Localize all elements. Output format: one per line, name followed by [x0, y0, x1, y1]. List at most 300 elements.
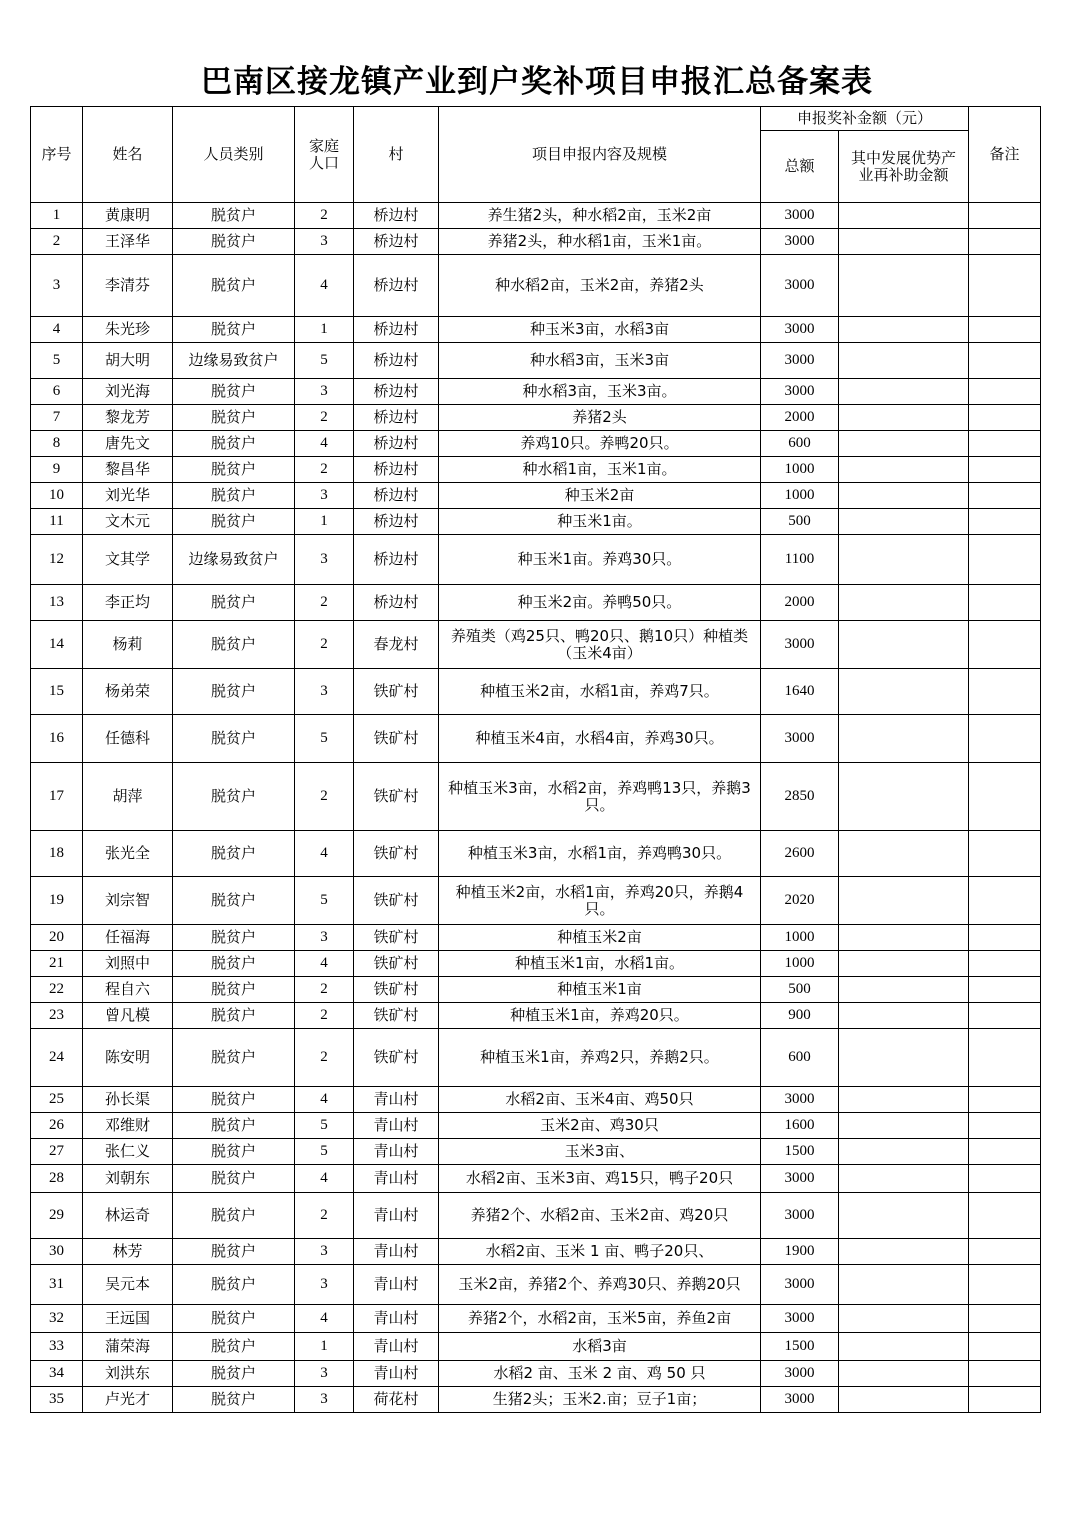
- row-project: 种植玉米2亩: [439, 925, 761, 951]
- header-category: 人员类别: [173, 107, 295, 203]
- table-row: [31, 1003, 1041, 1029]
- row-note: [969, 1333, 1041, 1361]
- row-family: 2: [295, 1003, 354, 1029]
- row-family: 3: [295, 1361, 354, 1387]
- row-family: 3: [295, 1239, 354, 1265]
- row-note: [969, 405, 1041, 431]
- table-row: [31, 1333, 1041, 1361]
- row-family: 2: [295, 1029, 354, 1087]
- row-project: 种植玉米3亩，水稻1亩，养鸡鸭30只。: [439, 831, 761, 877]
- row-name: 陈安明: [83, 1029, 173, 1087]
- row-note: [969, 763, 1041, 831]
- row-category: 脱贫户: [173, 1265, 295, 1305]
- table-row: [31, 951, 1041, 977]
- row-project: 种植玉米1亩，水稻1亩。: [439, 951, 761, 977]
- row-note: [969, 1029, 1041, 1087]
- row-family: 2: [295, 763, 354, 831]
- row-category: 边缘易致贫户: [173, 535, 295, 585]
- row-total: 3000: [761, 1087, 839, 1113]
- row-total: 2000: [761, 585, 839, 621]
- row-family: 5: [295, 1113, 354, 1139]
- row-name: 林芳: [83, 1239, 173, 1265]
- row-village: 青山村: [354, 1333, 439, 1361]
- row-village: 桥边村: [354, 431, 439, 457]
- row-category: 脱贫户: [173, 1387, 295, 1413]
- row-note: [969, 977, 1041, 1003]
- row-total: 1600: [761, 1113, 839, 1139]
- row-name: 刘照中: [83, 951, 173, 977]
- row-total: 2850: [761, 763, 839, 831]
- row-project: 种玉米1亩。养鸡30只。: [439, 535, 761, 585]
- row-category: 脱贫户: [173, 669, 295, 715]
- row-project: 养鸡10只。养鸭20只。: [439, 431, 761, 457]
- row-total: 3000: [761, 621, 839, 669]
- table-row: [31, 343, 1041, 379]
- table-row: [31, 1361, 1041, 1387]
- row-total: 1640: [761, 669, 839, 715]
- row-total: 3000: [761, 229, 839, 255]
- row-project: 生猪2头；玉米2.亩；豆子1亩；: [439, 1387, 761, 1413]
- row-project: 养猪2头，种水稻1亩，玉米1亩。: [439, 229, 761, 255]
- row-category: 脱贫户: [173, 831, 295, 877]
- row-family: 1: [295, 317, 354, 343]
- header-extra: 其中发展优势产业再补助金额: [839, 131, 969, 203]
- header-name: 姓名: [83, 107, 173, 203]
- row-total: 2020: [761, 877, 839, 925]
- table-row: [31, 1087, 1041, 1113]
- row-family: 4: [295, 831, 354, 877]
- row-note: [969, 431, 1041, 457]
- row-seq: 22: [31, 977, 83, 1003]
- row-village: 青山村: [354, 1139, 439, 1165]
- row-total: 900: [761, 1003, 839, 1029]
- row-project: 玉米3亩、: [439, 1139, 761, 1165]
- row-category: 脱贫户: [173, 431, 295, 457]
- row-note: [969, 1305, 1041, 1333]
- row-village: 铁矿村: [354, 925, 439, 951]
- row-name: 孙长渠: [83, 1087, 173, 1113]
- table-row: [31, 483, 1041, 509]
- row-category: 脱贫户: [173, 977, 295, 1003]
- row-seq: 31: [31, 1265, 83, 1305]
- row-village: 青山村: [354, 1165, 439, 1193]
- table-row: [31, 1305, 1041, 1333]
- row-name: 刘宗智: [83, 877, 173, 925]
- row-project: 水稻3亩: [439, 1333, 761, 1361]
- row-extra: [839, 379, 969, 405]
- row-family: 5: [295, 1139, 354, 1165]
- row-village: 荷花村: [354, 1387, 439, 1413]
- table-row: [31, 1193, 1041, 1239]
- row-extra: [839, 715, 969, 763]
- row-extra: [839, 1087, 969, 1113]
- row-name: 黎龙芳: [83, 405, 173, 431]
- row-family: 4: [295, 1165, 354, 1193]
- row-category: 脱贫户: [173, 621, 295, 669]
- row-extra: [839, 343, 969, 379]
- row-total: 1000: [761, 925, 839, 951]
- row-total: 3000: [761, 1193, 839, 1239]
- row-extra: [839, 1139, 969, 1165]
- row-family: 2: [295, 203, 354, 229]
- table-row: [31, 585, 1041, 621]
- row-project: 种玉米3亩，水稻3亩: [439, 317, 761, 343]
- row-total: 1000: [761, 951, 839, 977]
- table-row: [31, 431, 1041, 457]
- row-category: 脱贫户: [173, 1003, 295, 1029]
- row-name: 李清芬: [83, 255, 173, 317]
- header-seq: 序号: [31, 107, 83, 203]
- row-project: 养生猪2头，种水稻2亩，玉米2亩: [439, 203, 761, 229]
- table-row: [31, 1029, 1041, 1087]
- row-note: [969, 379, 1041, 405]
- row-project: 种植玉米1亩，养鸡2只，养鹅2只。: [439, 1029, 761, 1087]
- row-total: 3000: [761, 1165, 839, 1193]
- row-total: 3000: [761, 1265, 839, 1305]
- row-note: [969, 203, 1041, 229]
- row-name: 黎昌华: [83, 457, 173, 483]
- row-note: [969, 1265, 1041, 1305]
- row-family: 2: [295, 977, 354, 1003]
- row-village: 桥边村: [354, 343, 439, 379]
- header-project: 项目申报内容及规模: [439, 107, 761, 203]
- row-category: 脱贫户: [173, 1239, 295, 1265]
- row-note: [969, 1387, 1041, 1413]
- row-total: 500: [761, 977, 839, 1003]
- row-project: 种植玉米1亩，养鸡20只。: [439, 1003, 761, 1029]
- table-body: [31, 203, 1041, 1413]
- row-extra: [839, 1113, 969, 1139]
- row-family: 1: [295, 509, 354, 535]
- row-village: 铁矿村: [354, 715, 439, 763]
- row-name: 曾凡模: [83, 1003, 173, 1029]
- table-row: [31, 763, 1041, 831]
- row-village: 青山村: [354, 1361, 439, 1387]
- row-category: 脱贫户: [173, 585, 295, 621]
- row-name: 黄康明: [83, 203, 173, 229]
- row-total: 3000: [761, 317, 839, 343]
- row-total: 600: [761, 431, 839, 457]
- row-extra: [839, 203, 969, 229]
- row-extra: [839, 877, 969, 925]
- row-family: 5: [295, 877, 354, 925]
- row-category: 脱贫户: [173, 1361, 295, 1387]
- row-family: 4: [295, 951, 354, 977]
- row-extra: [839, 457, 969, 483]
- row-project: 种水稻3亩，玉米3亩。: [439, 379, 761, 405]
- row-name: 胡萍: [83, 763, 173, 831]
- row-total: 1100: [761, 535, 839, 585]
- row-project: 养猪2个、水稻2亩、玉米2亩、鸡20只: [439, 1193, 761, 1239]
- row-project: 种植玉米2亩，水稻1亩，养鸡7只。: [439, 669, 761, 715]
- table-row: [31, 229, 1041, 255]
- row-village: 青山村: [354, 1305, 439, 1333]
- row-extra: [839, 669, 969, 715]
- row-project: 种玉米2亩。养鸭50只。: [439, 585, 761, 621]
- row-category: 脱贫户: [173, 925, 295, 951]
- row-note: [969, 585, 1041, 621]
- row-seq: 5: [31, 343, 83, 379]
- table-row: [31, 925, 1041, 951]
- row-project: 种水稻3亩，玉米3亩: [439, 343, 761, 379]
- table-header: [31, 107, 1041, 203]
- row-seq: 16: [31, 715, 83, 763]
- row-note: [969, 1113, 1041, 1139]
- row-extra: [839, 951, 969, 977]
- row-category: 脱贫户: [173, 1165, 295, 1193]
- row-note: [969, 255, 1041, 317]
- row-family: 2: [295, 405, 354, 431]
- row-project: 种植玉米2亩，水稻1亩，养鸡20只，养鹅4只。: [439, 877, 761, 925]
- row-seq: 8: [31, 431, 83, 457]
- table-row: [31, 1265, 1041, 1305]
- header-note: 备注: [969, 107, 1041, 203]
- row-category: 脱贫户: [173, 1193, 295, 1239]
- header-family: 家庭 人口: [295, 107, 354, 203]
- table-row: [31, 621, 1041, 669]
- table-row: [31, 1113, 1041, 1139]
- row-extra: [839, 317, 969, 343]
- row-family: 2: [295, 1193, 354, 1239]
- row-village: 桥边村: [354, 509, 439, 535]
- row-seq: 11: [31, 509, 83, 535]
- row-seq: 33: [31, 1333, 83, 1361]
- row-name: 刘洪东: [83, 1361, 173, 1387]
- row-seq: 14: [31, 621, 83, 669]
- row-seq: 9: [31, 457, 83, 483]
- row-extra: [839, 1165, 969, 1193]
- row-extra: [839, 1361, 969, 1387]
- row-category: 脱贫户: [173, 509, 295, 535]
- row-total: 1900: [761, 1239, 839, 1265]
- row-note: [969, 535, 1041, 585]
- row-family: 3: [295, 379, 354, 405]
- row-total: 1500: [761, 1139, 839, 1165]
- row-category: 脱贫户: [173, 877, 295, 925]
- table-row: [31, 669, 1041, 715]
- row-project: 水稻2亩、玉米 1 亩、鸭子20只、: [439, 1239, 761, 1265]
- row-name: 刘光海: [83, 379, 173, 405]
- row-name: 朱光珍: [83, 317, 173, 343]
- row-note: [969, 715, 1041, 763]
- row-name: 卢光才: [83, 1387, 173, 1413]
- row-name: 张光全: [83, 831, 173, 877]
- table-row: [31, 1139, 1041, 1165]
- header-village: 村: [354, 107, 439, 203]
- row-seq: 2: [31, 229, 83, 255]
- row-seq: 7: [31, 405, 83, 431]
- table-row: [31, 509, 1041, 535]
- row-village: 桥边村: [354, 379, 439, 405]
- row-note: [969, 1087, 1041, 1113]
- row-name: 文木元: [83, 509, 173, 535]
- row-extra: [839, 1333, 969, 1361]
- row-family: 4: [295, 255, 354, 317]
- row-project: 种植玉米3亩，水稻2亩，养鸡鸭13只，养鹅3只。: [439, 763, 761, 831]
- row-category: 脱贫户: [173, 255, 295, 317]
- row-name: 邓维财: [83, 1113, 173, 1139]
- row-note: [969, 1239, 1041, 1265]
- row-seq: 24: [31, 1029, 83, 1087]
- row-category: 脱贫户: [173, 951, 295, 977]
- row-note: [969, 457, 1041, 483]
- row-name: 林运奇: [83, 1193, 173, 1239]
- header-total: 总额: [761, 131, 839, 203]
- row-seq: 17: [31, 763, 83, 831]
- row-category: 脱贫户: [173, 317, 295, 343]
- row-note: [969, 831, 1041, 877]
- row-extra: [839, 1003, 969, 1029]
- row-seq: 28: [31, 1165, 83, 1193]
- row-category: 脱贫户: [173, 1333, 295, 1361]
- row-seq: 25: [31, 1087, 83, 1113]
- row-extra: [839, 405, 969, 431]
- row-village: 青山村: [354, 1087, 439, 1113]
- row-seq: 4: [31, 317, 83, 343]
- row-category: 脱贫户: [173, 457, 295, 483]
- row-seq: 13: [31, 585, 83, 621]
- row-village: 桥边村: [354, 203, 439, 229]
- row-category: 边缘易致贫户: [173, 343, 295, 379]
- row-seq: 27: [31, 1139, 83, 1165]
- row-total: 1000: [761, 483, 839, 509]
- row-category: 脱贫户: [173, 763, 295, 831]
- row-project: 养猪2头: [439, 405, 761, 431]
- row-extra: [839, 763, 969, 831]
- row-category: 脱贫户: [173, 1087, 295, 1113]
- row-total: 3000: [761, 255, 839, 317]
- row-note: [969, 1139, 1041, 1165]
- row-note: [969, 877, 1041, 925]
- table-row: [31, 255, 1041, 317]
- row-category: 脱贫户: [173, 1029, 295, 1087]
- row-total: 600: [761, 1029, 839, 1087]
- table-row: [31, 535, 1041, 585]
- row-category: 脱贫户: [173, 229, 295, 255]
- table-row: [31, 1239, 1041, 1265]
- row-note: [969, 317, 1041, 343]
- row-total: 500: [761, 509, 839, 535]
- row-total: 2600: [761, 831, 839, 877]
- row-project: 养猪2个，水稻2亩，玉米5亩，养鱼2亩: [439, 1305, 761, 1333]
- row-category: 脱贫户: [173, 203, 295, 229]
- row-category: 脱贫户: [173, 1139, 295, 1165]
- row-village: 桥边村: [354, 317, 439, 343]
- row-project: 种水稻2亩，玉米2亩，养猪2头: [439, 255, 761, 317]
- row-family: 3: [295, 1387, 354, 1413]
- row-village: 青山村: [354, 1265, 439, 1305]
- row-name: 王远国: [83, 1305, 173, 1333]
- row-village: 铁矿村: [354, 763, 439, 831]
- row-category: 脱贫户: [173, 405, 295, 431]
- row-family: 2: [295, 621, 354, 669]
- row-seq: 19: [31, 877, 83, 925]
- row-name: 唐先文: [83, 431, 173, 457]
- row-seq: 30: [31, 1239, 83, 1265]
- row-total: 3000: [761, 1361, 839, 1387]
- row-project: 养殖类（鸡25只、鸭20只、鹅10只）种植类（玉米4亩）: [439, 621, 761, 669]
- row-name: 张仁义: [83, 1139, 173, 1165]
- row-family: 3: [295, 535, 354, 585]
- row-category: 脱贫户: [173, 1305, 295, 1333]
- row-project: 种水稻1亩，玉米1亩。: [439, 457, 761, 483]
- row-total: 1500: [761, 1333, 839, 1361]
- row-project: 玉米2亩、鸡30只: [439, 1113, 761, 1139]
- row-village: 桥边村: [354, 229, 439, 255]
- row-seq: 3: [31, 255, 83, 317]
- row-name: 任德科: [83, 715, 173, 763]
- row-extra: [839, 1193, 969, 1239]
- row-family: 3: [295, 229, 354, 255]
- row-extra: [839, 831, 969, 877]
- row-extra: [839, 483, 969, 509]
- row-village: 铁矿村: [354, 951, 439, 977]
- table-row: [31, 1165, 1041, 1193]
- table-row: [31, 877, 1041, 925]
- row-family: 2: [295, 457, 354, 483]
- row-village: 桥边村: [354, 483, 439, 509]
- table-row: [31, 317, 1041, 343]
- row-project: 水稻2亩、玉米3亩、鸡15只，鸭子20只: [439, 1165, 761, 1193]
- row-seq: 20: [31, 925, 83, 951]
- row-name: 吴元本: [83, 1265, 173, 1305]
- row-name: 胡大明: [83, 343, 173, 379]
- row-extra: [839, 431, 969, 457]
- record-table: [30, 106, 1041, 1413]
- row-seq: 1: [31, 203, 83, 229]
- row-category: 脱贫户: [173, 483, 295, 509]
- row-village: 铁矿村: [354, 831, 439, 877]
- row-extra: [839, 585, 969, 621]
- row-seq: 6: [31, 379, 83, 405]
- row-note: [969, 483, 1041, 509]
- row-note: [969, 1193, 1041, 1239]
- row-total: 3000: [761, 203, 839, 229]
- row-extra: [839, 1265, 969, 1305]
- row-village: 桥边村: [354, 255, 439, 317]
- header-amount-group: 申报奖补金额（元）: [761, 107, 969, 131]
- row-name: 程自六: [83, 977, 173, 1003]
- row-seq: 29: [31, 1193, 83, 1239]
- row-note: [969, 1361, 1041, 1387]
- row-extra: [839, 509, 969, 535]
- row-village: 铁矿村: [354, 1003, 439, 1029]
- table-row: [31, 831, 1041, 877]
- row-seq: 34: [31, 1361, 83, 1387]
- row-total: 3000: [761, 1387, 839, 1413]
- table-row: [31, 457, 1041, 483]
- row-project: 水稻2亩、玉米4亩、鸡50只: [439, 1087, 761, 1113]
- row-seq: 23: [31, 1003, 83, 1029]
- table-row: [31, 977, 1041, 1003]
- row-village: 青山村: [354, 1193, 439, 1239]
- table-row: [31, 379, 1041, 405]
- row-note: [969, 509, 1041, 535]
- row-seq: 32: [31, 1305, 83, 1333]
- row-name: 刘光华: [83, 483, 173, 509]
- row-extra: [839, 229, 969, 255]
- row-name: 杨弟荣: [83, 669, 173, 715]
- row-extra: [839, 925, 969, 951]
- row-family: 3: [295, 1265, 354, 1305]
- row-village: 铁矿村: [354, 669, 439, 715]
- row-note: [969, 951, 1041, 977]
- row-extra: [839, 977, 969, 1003]
- row-name: 文其学: [83, 535, 173, 585]
- row-note: [969, 1003, 1041, 1029]
- row-name: 蒲荣海: [83, 1333, 173, 1361]
- row-category: 脱贫户: [173, 379, 295, 405]
